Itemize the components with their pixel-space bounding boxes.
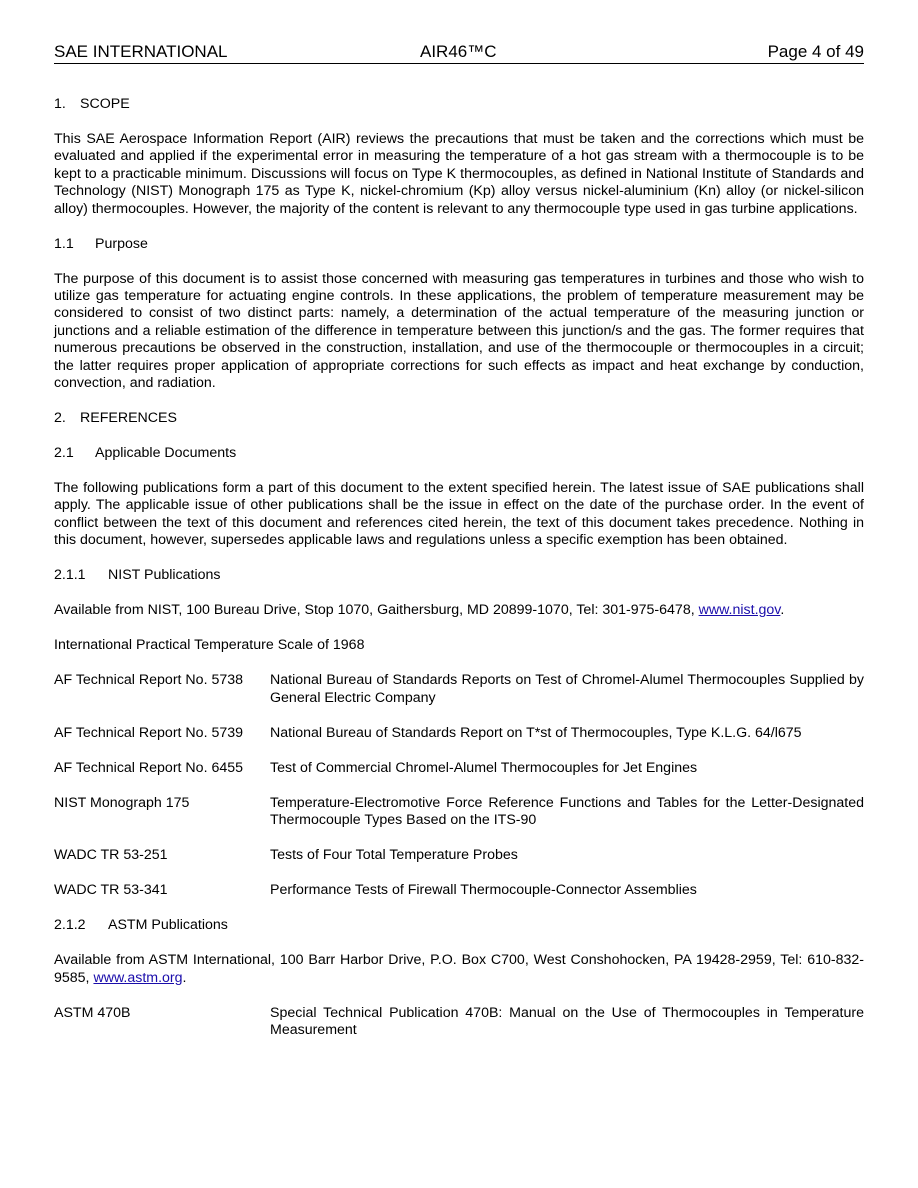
section-title: Applicable Documents — [95, 445, 237, 462]
section-heading-references — [54, 410, 864, 427]
paragraph-scope: This SAE Aerospace Information Report (AIR) reviews the precautions that must be taken and the corrections which must be evaluated and applied if the experimental error in measuring the temperature of a hot gas stream with a thermocouple is to be kept to a practicable minimum. Discussions will focus on Type K thermocouples, as defined in National Institute of Standards and Technology (NIST) Monograph 175 as Type K, nickel-chromium (Kp) alloy versus nickel-aluminium (Kn) alloy (or nickel-silicon alloy) thermocouples. However, the majority of the content is relevant to any thermocouple type used in gas turbine applications. — [54, 131, 864, 217]
reference-title: Tests of Four Total Temperature Probes — [270, 847, 518, 864]
reference-id: NIST Monograph 175 — [54, 794, 190, 811]
section-number: 2. — [54, 410, 66, 427]
reference-entry — [54, 1005, 864, 1040]
document-page — [54, 42, 864, 1057]
reference-entry — [54, 795, 864, 830]
section-title: ASTM Publications — [108, 917, 228, 934]
availability-text: Available from NIST, 100 Bureau Drive, Stop 1070, Gaithersburg, MD 20899-1070, Tel: 301-975-6478, — [54, 602, 699, 619]
availability-text: Available from ASTM International, 100 Barr Harbor Drive, P.O. Box C700, West Conshohocken, PA 19428-2959, Tel: 610-832-9585, — [54, 952, 864, 986]
header-page-number: Page 4 of 49 — [767, 42, 864, 61]
reference-title: National Bureau of Standards Report on T*st of Thermocouples, Type K.L.G. 64/l675 — [270, 724, 802, 741]
paragraph-ipts-1968: International Practical Temperature Scale of 1968 — [54, 637, 365, 654]
reference-entry — [54, 847, 864, 864]
section-number: 2.1.2 — [54, 917, 86, 934]
astm-link[interactable]: www.astm.org — [93, 969, 183, 986]
header-org: SAE INTERNATIONAL — [54, 42, 228, 61]
reference-id: ASTM 470B — [54, 1004, 131, 1021]
section-title: NIST Publications — [108, 567, 221, 584]
nist-reference-list — [54, 672, 864, 899]
header-doc-id: AIR46™C — [420, 42, 497, 61]
section-number: 1. — [54, 96, 66, 112]
section-number: 1.1 — [54, 235, 74, 252]
reference-title: Test of Commercial Chromel-Alumel Thermocouples for Jet Engines — [270, 759, 698, 776]
reference-title: Special Technical Publication 470B: Manual on the Use of Thermocouples in Temperature Measurement — [270, 1004, 864, 1038]
reference-title: Temperature-Electromotive Force Reference Functions and Tables for the Letter-Designated Thermocouple Types Based on the ITS-90 — [270, 794, 864, 829]
section-title: REFERENCES — [80, 410, 177, 427]
paragraph-nist-availability — [54, 602, 864, 619]
reference-title: Performance Tests of Firewall Thermocouple-Connector Assemblies — [270, 882, 697, 899]
availability-end: . — [780, 602, 785, 619]
reference-entry — [54, 725, 864, 742]
nist-link[interactable]: www.nist.gov — [698, 602, 781, 619]
reference-id: WADC TR 53-341 — [54, 882, 168, 899]
section-title: Purpose — [95, 235, 148, 252]
section-heading-scope — [54, 96, 864, 113]
section-number: 2.1.1 — [54, 567, 86, 584]
section-heading-applicable-documents — [54, 445, 864, 462]
reference-entry — [54, 882, 864, 899]
section-heading-purpose — [54, 236, 864, 253]
paragraph-purpose: The purpose of this document is to assist those concerned with measuring gas temperatures in turbines and those who wish to utilize gas temperature for actuating engine controls. In these applications, the problem of temperature measurement may be considered to consist of two distinct parts: namely, a determination of the actual temperature of the measuring junction or junctions and a reliable estimation of the difference in temperature between this junction/s and the gas. The former requires that numerous precautions be observed in the construction, installation, and use of the thermocouple or thermocouples in a circuit; the latter requires proper application of appropriate corrections for such effects as impact and heat exchange by conduction, convection, and radiation. — [54, 270, 864, 392]
section-number: 2.1 — [54, 445, 74, 462]
reference-id: WADC TR 53-251 — [54, 847, 168, 864]
reference-title: National Bureau of Standards Reports on Test of Chromel-Alumel Thermocouples Supplied by General Electric Company — [270, 672, 864, 706]
availability-end: . — [182, 969, 187, 986]
astm-reference-list — [54, 1005, 864, 1040]
section-heading-astm-publications — [54, 917, 864, 934]
paragraph-applicable-documents: The following publications form a part of this document to the extent specified herein. The latest issue of SAE publications shall apply. The applicable issue of other publications shall be the issue in effect on the date of the purchase order. In the event of conflict between the text of this document and references cited herein, the text of this document takes precedence. Nothing in this document, however, supersedes applicable laws and regulations unless a specific exemption has been obtained. — [54, 480, 864, 549]
reference-entry — [54, 672, 864, 707]
reference-id: AF Technical Report No. 5738 — [54, 672, 244, 689]
reference-id: AF Technical Report No. 6455 — [54, 759, 244, 776]
section-heading-nist-publications — [54, 567, 864, 584]
paragraph-astm-availability — [54, 952, 864, 987]
reference-entry — [54, 760, 864, 777]
section-title: SCOPE — [80, 96, 130, 112]
reference-id: AF Technical Report No. 5739 — [54, 724, 244, 741]
page-header — [54, 42, 864, 64]
page-content — [54, 96, 864, 1039]
